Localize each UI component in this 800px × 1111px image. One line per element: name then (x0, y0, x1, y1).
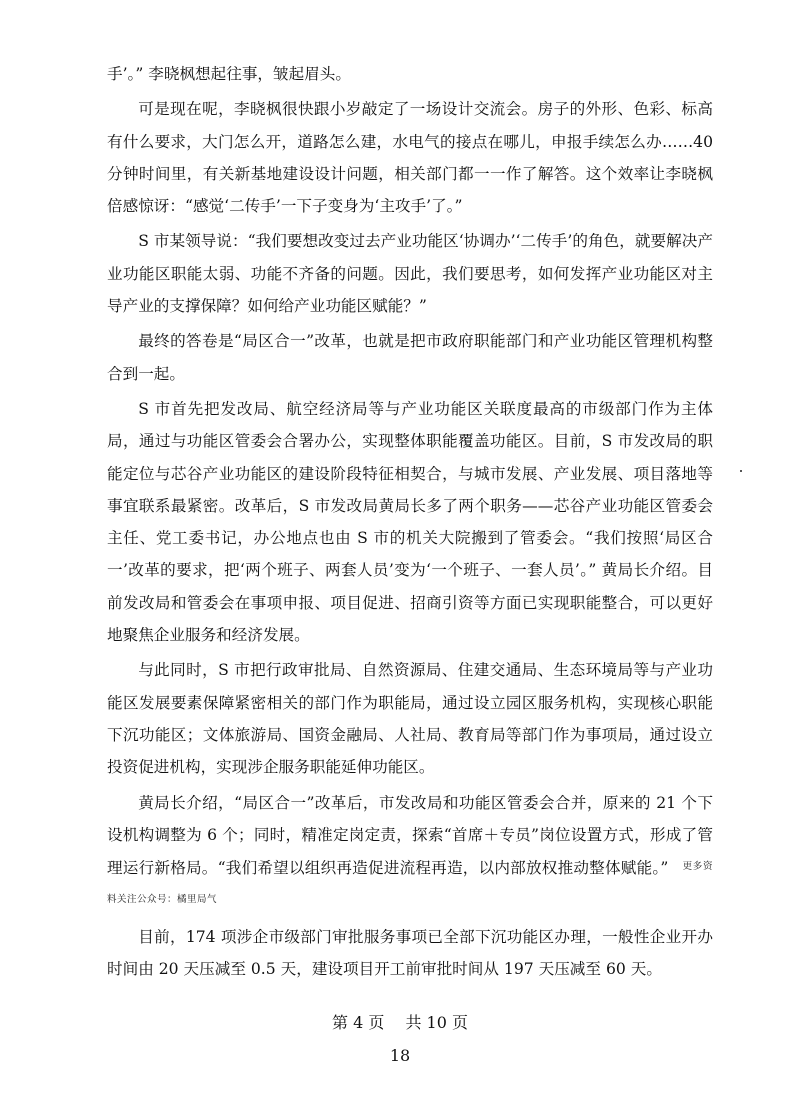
body-text (107, 58, 713, 988)
paragraph-6: 与此同时，S 市把行政审批局、自然资源局、住建交通局、生态环境局等与产业功能区发展要素保障紧密相关的部门作为职能局，通过设立园区服务机构，实现核心职能下沉功能区；文体旅游局、国资金融局、人社局、教育局等部门作为事项局，通过设立投资促进机构，实现涉企服务职能延伸功能区。 (107, 661, 713, 777)
total-pages-label: 共 10 页 (405, 1013, 468, 1032)
paragraph-1: 手’。” 李晓枫想起往事，皱起眉头。 (107, 65, 351, 83)
page-indicator (0, 1010, 800, 1033)
watermark-note: 更多资料关注公众号：橘里局气 (107, 861, 713, 906)
paragraph-2: 可是现在呢，李晓枫很快跟小岁敲定了一场设计交流会。房子的外形、色彩、标高有什么要求，大门怎么开，道路怎么建，水电气的接点在哪儿，申报手续怎么办……40 分钟时间里，有关新基地建设设计问题，相关部门都一一作了解答。这个效率让李晓枫倍感惊讶：“感觉‘二传手’一下子变身为‘主攻手’了。” (107, 100, 713, 216)
current-page-label: 第 4 页 (332, 1013, 385, 1032)
paragraph-3: S 市某领导说：“我们要想改变过去产业功能区‘协调办’‘二传手’的角色，就要解决产业功能区职能太弱、功能不齐备的问题。因此，我们要思考，如何发挥产业功能区对主导产业的支撑保障？如何给产业功能区赋能？” (107, 232, 713, 316)
paragraph-8: 目前，174 项涉企市级部门审批服务事项已全部下沉功能区办理，一般性企业开办时间由 20 天压减至 0.5 天，建设项目开工前审批时间从 197 天压减至 60 天。 (107, 927, 713, 979)
scan-speck (740, 470, 742, 472)
paragraph-7 (107, 787, 713, 918)
paragraph-4: 最终的答卷是“局区合一”改革，也就是把市政府职能部门和产业功能区管理机构整合到一起。 (107, 332, 713, 383)
page-number: 18 (389, 1046, 411, 1065)
paragraph-5: S 市首先把发改局、航空经济局等与产业功能区关联度最高的市级部门作为主体局，通过与功能区管委会合署办公，实现整体职能覆盖功能区。目前，S 市发改局的职能定位与芯谷产业功能区的建设阶段特征相契合，与城市发展、产业发展、项目落地等事宜联系最紧密。改革后，S 市发改局黄局长多了两个职务——芯谷产业功能区管委会主任、党工委书记，办公地点也由 S 市的机关大院搬到了管委会。“我们按照‘局区合一’改革的要求，把‘两个班子、两套人员’变为‘一个班子、一套人员’。” 黄局长介绍。目前发改局和管委会在事项申报、项目促进、招商引资等方面已实现职能整合，可以更好地聚焦企业服务和经济发展。 (107, 399, 713, 645)
paragraph-7-text: 黄局长介绍，“局区合一”改革后，市发改局和功能区管委会合并，原来的 21 个下设机构调整为 6 个；同时，精准定岗定责，探索“首席＋专员”岗位设置方式，形成了管理运行新格局。“我们希望以组织再造促进流程再造，以内部放权推动整体赋能。” (107, 793, 713, 878)
